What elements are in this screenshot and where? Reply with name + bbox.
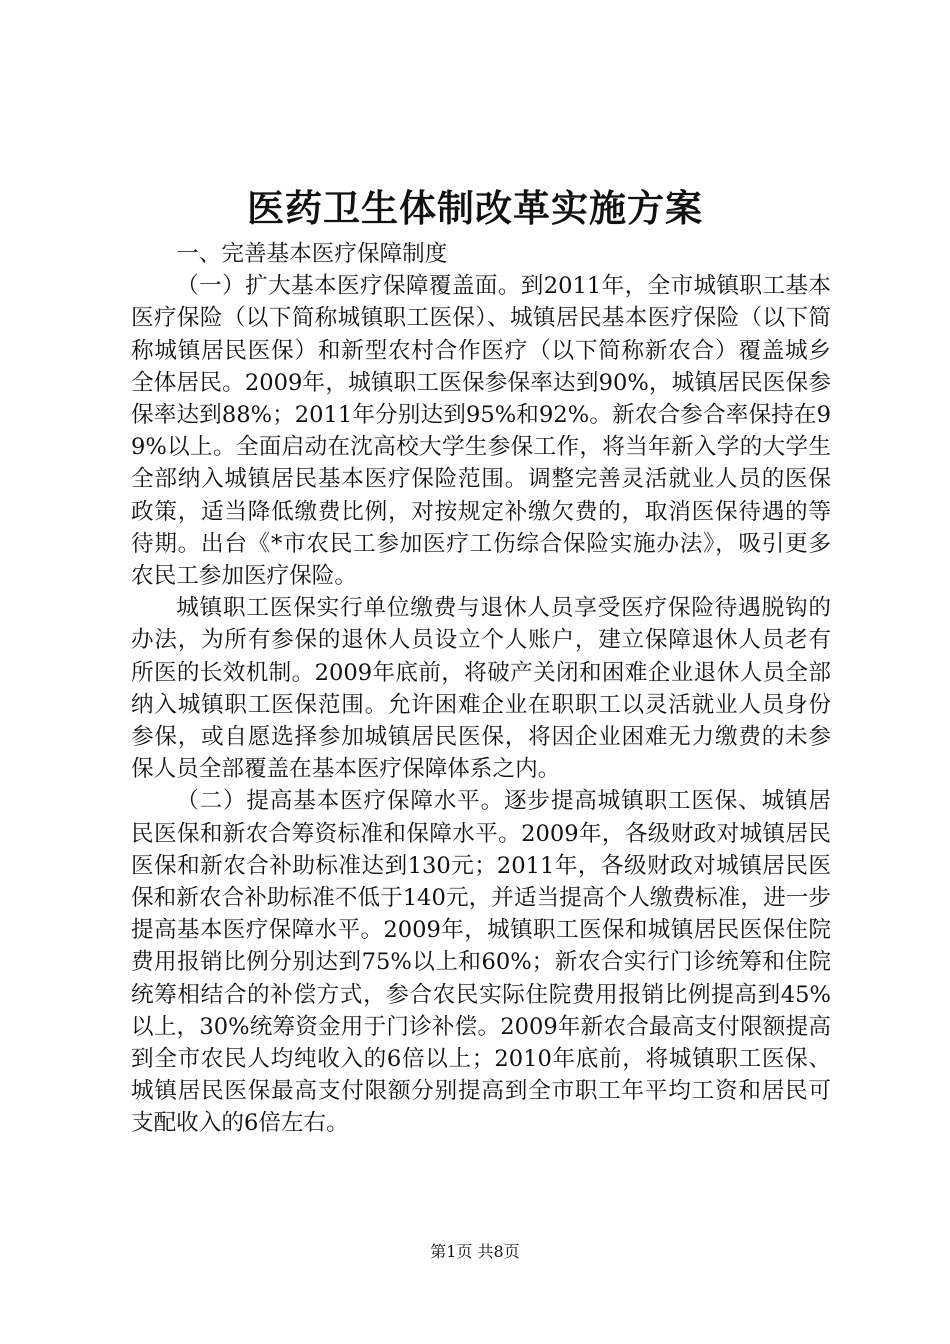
section-heading: 一、完善基本医疗保障制度 (176, 241, 448, 267)
document-body (131, 238, 831, 1140)
paragraph-coverage: （一）扩大基本医疗保障覆盖面。到2011年，全市城镇职工基本医疗保险（以下简称城镇职工医保）、城镇居民基本医疗保险（以下简称城镇居民医保）和新型农村合作医疗（以下简称新农合）覆盖城乡全体居民。2009年，城镇职工医保参保率达到90%，城镇居民医保参保率达到88%；2011年分别达到95%和92%。新农合参合率保持在99%以上。全面启动在沈高校大学生参保工作，将当年新入学的大学生全部纳入城镇居民基本医疗保险范围。调整完善灵活就业人员的医保政策，适当降低缴费比例，对按规定补缴欠费的，取消医保待遇的等待期。出台《*市农民工参加医疗工伤综合保险实施办法》，吸引更多农民工参加医疗保险。 (131, 273, 831, 590)
paragraph-retiree: 城镇职工医保实行单位缴费与退休人员享受医疗保险待遇脱钩的办法，为所有参保的退休人员设立个人账户，建立保障退休人员老有所医的长效机制。2009年底前，将破产关闭和困难企业退休人员全部纳入城镇职工医保范围。允许困难企业在职职工以灵活就业人员身份参保，或自愿选择参加城镇居民医保，将因企业困难无力缴费的未参保人员全部覆盖在基本医疗保障体系之内。 (131, 595, 831, 783)
page-number: 第1页 共8页 (430, 1242, 520, 1261)
paragraph-level: （二）提高基本医疗保障水平。逐步提高城镇职工医保、城镇居民医保和新农合筹资标准和保障水平。2009年，各级财政对城镇居民医保和新农合补助标准达到130元；2011年，各级财政对城镇居民医保和新农合补助标准不低于140元，并适当提高个人缴费标准，进一步提高基本医疗保障水平。2009年，城镇职工医保和城镇居民医保住院费用报销比例分别达到75%以上和60%；新农合实行门诊统筹和住院统筹相结合的补偿方式，参合农民实际住院费用报销比例提高到45%以上，30%统筹资金用于门诊补偿。2009年新农合最高支付限额提高到全市农民人均纯收入的6倍以上；2010年底前，将城镇职工医保、城镇居民医保最高支付限额分别提高到全市职工年平均工资和居民可支配收入的6倍左右。 (131, 788, 831, 1137)
document-title: 医药卫生体制改革实施方案 (247, 186, 703, 230)
